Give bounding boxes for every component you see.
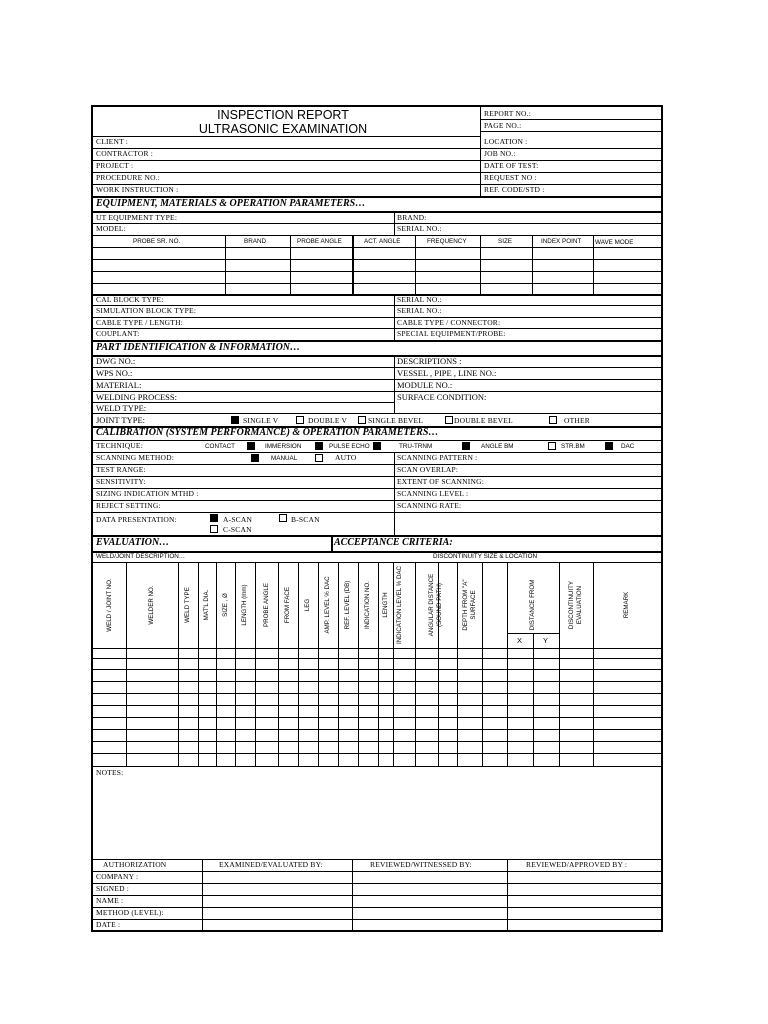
eval-column-header: DISTANCE FROM (529, 579, 536, 631)
signed-label: SIGNED : (96, 884, 130, 893)
scanning-rate-label: SCANNING RATE: (397, 501, 462, 510)
eval-row-line (93, 729, 661, 730)
eval-row-line (93, 681, 661, 682)
probe-angle-header: PROBE ANGLE (297, 238, 342, 245)
weld-type-label: WELD TYPE: (96, 403, 147, 413)
eval-column-header: INDICATION LEVEL % DAC (396, 565, 403, 645)
special-equipment-label: SPECIAL EQUIPMENT/PROBE: (397, 329, 506, 338)
examined-evaluated-header: EXAMINED/EVALUATED BY: (219, 860, 323, 869)
ut-equipment-type-label: UT EQUIPMENT TYPE: (96, 213, 178, 222)
distance-split-divider (533, 648, 534, 766)
eval-column-header: PROBE ANGLE (262, 582, 270, 628)
scanning-method-label: SCANNING METHOD: (96, 453, 174, 462)
eval-column-divider (415, 562, 416, 766)
eval-row-line (93, 705, 661, 706)
reviewed-approved-header: REVIEWED/APPROVED BY : (526, 860, 628, 869)
eval-column-divider (178, 562, 179, 766)
dwg-no-label: DWG NO.: (96, 356, 136, 366)
test-range-label: TEST RANGE: (96, 465, 146, 474)
surface-condition-label: SURFACE CONDITION: (397, 392, 487, 402)
other-checkbox[interactable] (549, 416, 557, 424)
module-no-label: MODULE NO.: (397, 380, 453, 390)
serial-no-label: SERIAL NO.: (397, 224, 442, 233)
work-instruction-label: WORK INSTRUCTION : (96, 185, 179, 194)
eval-column-divider (559, 562, 560, 766)
sensitivity-label: SENSITIVITY: (96, 477, 146, 486)
discontinuity-size-location-label: DISCONTINUITY SIZE & LOCATION (433, 553, 538, 560)
date-of-test-label: DATE OF TEST: (484, 161, 539, 170)
equipment-heading: EQUIPMENT, MATERIALS & OPERATION PARAMETERS… (96, 198, 366, 209)
material-label: MATERIAL: (96, 380, 142, 390)
double-v-checkbox[interactable] (296, 416, 304, 424)
authorization-header: AUTHORIZATION (103, 860, 167, 869)
y-label: Y (543, 636, 549, 645)
scan-overlap-label: SCAN OVERLAP: (397, 465, 459, 474)
contact-checkbox[interactable] (247, 442, 255, 450)
contractor-label: CONTRACTOR : (96, 149, 154, 158)
data-presentation-label: DATA PRESENTATION: (96, 515, 177, 524)
eval-column-header: LENGTH (381, 592, 389, 618)
eval-column-divider (338, 562, 339, 766)
immersion-checkbox[interactable] (315, 442, 323, 450)
contact-label: CONTACT (205, 443, 235, 450)
angle-bm-label: ANGLE BM (481, 443, 514, 450)
double-v-label: DOUBLE V (308, 416, 348, 425)
location-label: LOCATION : (484, 137, 528, 146)
single-bevel-checkbox[interactable] (358, 416, 366, 424)
eval-column-header: DEPTH FROM "A" SURFACE (461, 579, 477, 631)
eval-column-divider (278, 562, 279, 766)
auto-label: AUTO (335, 453, 357, 462)
eval-column-header: FROM FACE (284, 586, 291, 624)
ref-code-label: REF. CODE/STD : (484, 185, 545, 194)
b-scan-label: B-SCAN (291, 515, 320, 524)
evaluation-heading: EVALUATION… (96, 537, 170, 548)
eval-column-divider (198, 562, 199, 766)
str-bm-label: STR.BM (561, 443, 585, 450)
joint-type-label: JOINT TYPE: (96, 415, 146, 425)
eval-column-divider (298, 562, 299, 766)
manual-label: MANUAL (271, 455, 298, 462)
eval-column-divider (255, 562, 256, 766)
name-label: NAME : (96, 896, 124, 905)
b-scan-checkbox[interactable] (279, 514, 287, 522)
eval-column-divider (126, 562, 127, 766)
dac-label: DAC (621, 443, 635, 450)
job-no-label: JOB NO.: (484, 149, 516, 158)
scanning-level-label: SCANNING LEVEL : (397, 489, 469, 498)
eval-column-divider (393, 562, 394, 766)
cable-connector-label: CABLE TYPE / CONNECTOR: (397, 318, 501, 327)
simulation-block-type-label: SIMULATION BLOCK TYPE: (96, 306, 197, 315)
inspection-report-form (91, 105, 663, 932)
single-v-label: SINGLE V (243, 416, 279, 425)
x-label: X (517, 636, 523, 645)
couplant-label: COUPLANT: (96, 329, 140, 338)
date-label: DATE : (96, 920, 121, 929)
model-label: MODEL: (96, 224, 126, 233)
eval-column-header: MAT'L DIA. (203, 589, 210, 621)
pulse-echo-checkbox[interactable] (373, 442, 381, 450)
wave-mode-header: WAVE MODE (595, 239, 634, 246)
sizing-indication-label: SIZING INDICATION MTHD : (96, 489, 199, 498)
eval-row-line (93, 669, 661, 670)
a-scan-label: A-SCAN (223, 515, 253, 524)
wps-no-label: WPS NO.: (96, 368, 133, 378)
a-scan-checkbox[interactable] (210, 514, 218, 522)
reviewed-witnessed-header: REVIEWED/WITNESSED BY: (370, 860, 472, 869)
double-bevel-checkbox[interactable] (445, 416, 453, 424)
eval-column-header: ANGULAR DISTANCE (SOUND PATH) (428, 573, 443, 637)
eval-row-line (93, 717, 661, 718)
eval-row-line (93, 693, 661, 694)
frequency-header: FREQUENCY (427, 238, 467, 245)
single-v-checkbox[interactable] (231, 416, 239, 424)
scanning-pattern-label: SCANNING PATTERN : (397, 453, 478, 462)
report-subtitle: ULTRASONIC EXAMINATION (198, 122, 368, 136)
cable-type-length-label: CABLE TYPE / LENGTH: (96, 318, 183, 327)
eval-column-header: REF. LEVEL (DB) (344, 580, 351, 630)
calibration-heading: CALIBRATION (SYSTEM PERFORMANCE) & OPERATION PARAMETERS… (96, 427, 439, 438)
act-angle-header: ACT. ANGLE (364, 238, 401, 245)
reject-setting-label: REJECT SETTING: (96, 501, 161, 510)
probe-sr-no-header: PROBE SR. NO. (133, 238, 181, 245)
eval-column-divider (216, 562, 217, 766)
eval-column-divider (235, 562, 236, 766)
eval-row-line (93, 658, 661, 659)
auto-checkbox[interactable] (315, 454, 323, 462)
eval-row-line (93, 753, 661, 754)
eval-column-header: DISCONTINUITY EVALUATION (568, 580, 583, 630)
tru-trnm-label: TRU-TRNM (399, 443, 433, 450)
other-label: OTHER (564, 416, 590, 425)
eval-column-header: AMP. LEVEL % DAC (324, 576, 331, 634)
angle-bm-checkbox[interactable] (548, 442, 556, 450)
brand-label: BRAND: (397, 213, 427, 222)
eval-column-header: WELDER NO. (148, 585, 155, 625)
eval-row-line (93, 648, 661, 649)
descriptions-label: DESCRIPTIONS : (397, 356, 462, 366)
request-no-label: REQUEST NO : (484, 173, 537, 182)
company-label: COMPANY : (96, 872, 139, 881)
cal-block-type-label: CAL BLOCK TYPE: (96, 295, 164, 304)
eval-column-divider (378, 562, 379, 766)
vessel-pipe-label: VESSEL , PIPE , LINE NO.: (397, 368, 497, 378)
part-identification-heading: PART IDENTIFICATION & INFORMATION… (96, 342, 301, 353)
size-header: SIZE (498, 238, 512, 245)
eval-column-divider (457, 562, 458, 766)
tru-trnm-checkbox[interactable] (462, 442, 470, 450)
eval-column-header: REMARK (623, 591, 630, 619)
sim-serial-no-label: SERIAL NO.: (397, 306, 442, 315)
eval-column-divider (482, 562, 483, 766)
eval-column-divider (318, 562, 319, 766)
weld-joint-description-label: WELD/JOINT DESCRIPTION… (96, 553, 186, 560)
acceptance-criteria-label: ACCEPTANCE CRITERIA: (334, 537, 453, 548)
double-bevel-label: DOUBLE BEVEL (454, 416, 513, 425)
cal-serial-no-label: SERIAL NO.: (397, 295, 442, 304)
eval-column-divider (507, 562, 508, 766)
immersion-label: IMMERSION (265, 443, 302, 450)
eval-column-header: WELD TYPE (184, 587, 191, 623)
eval-column-header: INDICATION NO. (364, 581, 371, 630)
manual-checkbox[interactable] (251, 454, 259, 462)
pulse-echo-label: PULSE ECHO (329, 443, 370, 450)
eval-row-line (93, 741, 661, 742)
method-level-label: METHOD (LEVEL): (96, 908, 164, 917)
single-bevel-label: SINGLE BEVEL (368, 416, 424, 425)
eval-column-divider (358, 562, 359, 766)
probe-brand-header: BRAND (244, 238, 267, 245)
report-title: INSPECTION REPORT (217, 108, 349, 122)
c-scan-label: C-SCAN (223, 525, 252, 534)
extent-of-scanning-label: EXTENT OF SCANNING: (397, 477, 484, 486)
welding-process-label: WELDING PROCESS: (96, 392, 177, 402)
eval-column-divider (593, 562, 594, 766)
eval-column-header: SIZE , Ø (221, 593, 229, 617)
eval-column-header: WELD / JOINT NO. (105, 578, 113, 632)
eval-column-header: LEG (304, 598, 311, 612)
eval-column-header: LENGTH (mm) (241, 584, 248, 626)
technique-label: TECHNIQUE: (96, 441, 143, 450)
notes-label: NOTES: (96, 768, 124, 777)
page-no-label: PAGE NO.: (484, 121, 522, 130)
procedure-no-label: PROCEDURE NO.: (96, 173, 161, 182)
report-no-label: REPORT NO.: (484, 109, 532, 118)
project-label: PROJECT : (96, 161, 134, 170)
str-bm-checkbox[interactable] (605, 442, 613, 450)
client-label: CLIENT : (96, 137, 129, 146)
c-scan-checkbox[interactable] (210, 525, 218, 533)
index-point-header: INDEX POINT (541, 238, 582, 245)
